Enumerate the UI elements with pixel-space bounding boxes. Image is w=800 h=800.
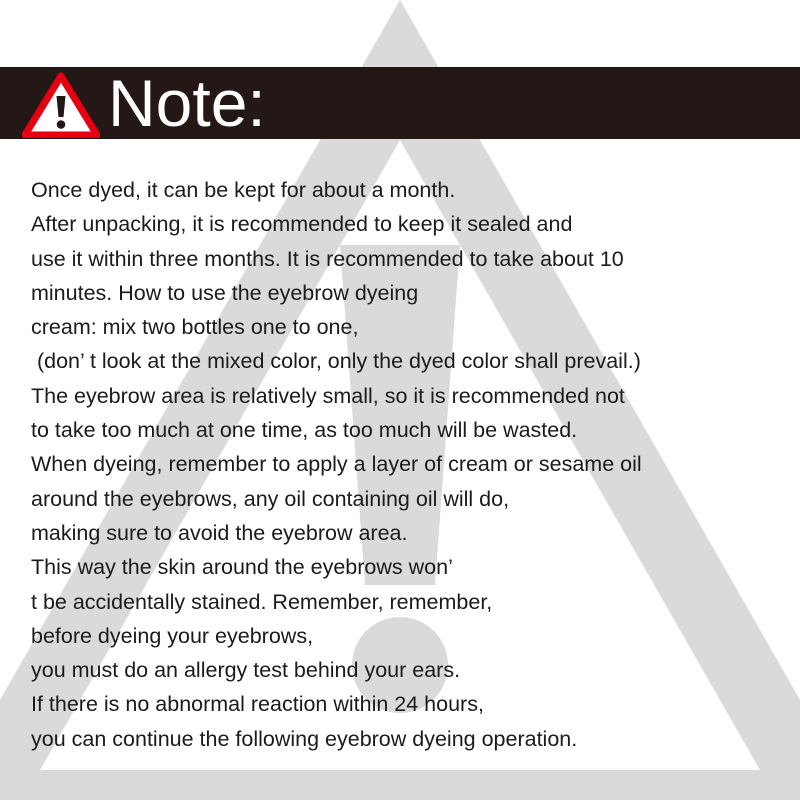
note-line: The eyebrow area is relatively small, so it is recommended not [31, 383, 625, 408]
note-line: making sure to avoid the eyebrow area. [31, 520, 408, 545]
note-line: you must do an allergy test behind your ears. [31, 658, 461, 683]
note-line: When dyeing, remember to apply a layer of cream or sesame oil [31, 452, 642, 477]
note-title: Note: [108, 66, 266, 140]
note-header-bar [0, 67, 800, 139]
note-line: cream: mix two bottles one to one, [31, 315, 359, 340]
note-line: If there is no abnormal reaction within 24 hours, [31, 692, 484, 717]
warning-triangle-icon [22, 72, 100, 138]
note-line: you can continue the following eyebrow dyeing operation. [31, 726, 578, 751]
note-line: minutes. How to use the eyebrow dyeing [31, 280, 419, 305]
note-line: to take too much at one time, as too much will be wasted. [31, 418, 578, 443]
note-line: before dyeing your eyebrows, [31, 623, 314, 648]
note-body [31, 173, 791, 756]
note-line: t be accidentally stained. Remember, remember, [31, 589, 493, 614]
note-line: Once dyed, it can be kept for about a month. [31, 178, 456, 202]
note-line: around the eyebrows, any oil containing oil will do, [31, 486, 510, 511]
note-line: This way the skin around the eyebrows won’ [31, 555, 453, 580]
note-line: (don’ t look at the mixed color, only the dyed color shall prevail.) [31, 349, 641, 374]
note-line: After unpacking, it is recommended to keep it sealed and [31, 212, 573, 237]
note-line: use it within three months. It is recommended to take about 10 [31, 246, 624, 271]
